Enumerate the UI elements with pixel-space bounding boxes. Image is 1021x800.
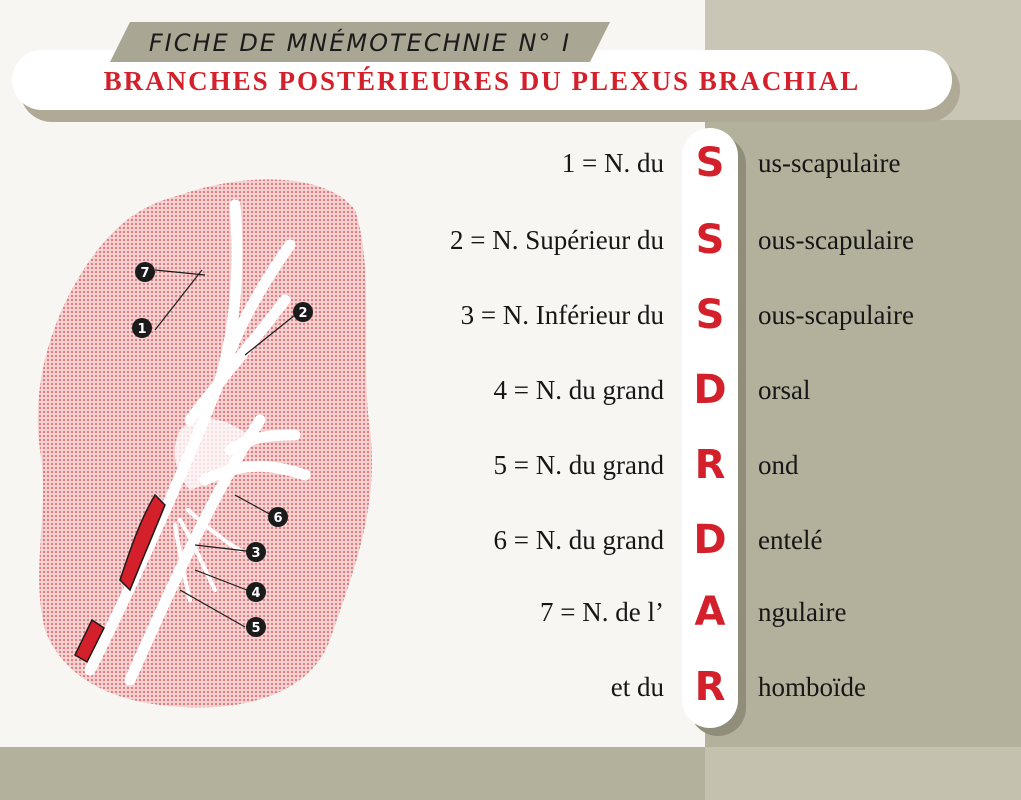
- mnemonic-letter: A: [694, 589, 726, 635]
- card-subtitle: FICHE DE MNÉMOTECHNIE N° I: [148, 29, 572, 57]
- callout-3-label: 3: [251, 546, 261, 561]
- nerve-label: 6 = N. du grand: [493, 525, 664, 555]
- nerve-name-rest: orsal: [758, 375, 811, 405]
- callout-1: [132, 318, 152, 338]
- nerve-name-rest: ngulaire: [758, 597, 847, 627]
- mnemonic-letter: S: [695, 292, 725, 338]
- callout-4-label: 4: [251, 586, 261, 601]
- callout-2-label: 2: [298, 306, 308, 321]
- mnemonic-letter: R: [694, 442, 726, 488]
- nerve-label: 5 = N. du grand: [493, 450, 664, 480]
- mnemonic-letter: S: [695, 140, 725, 186]
- callout-7: [135, 262, 155, 282]
- mnemonic-letter: D: [693, 367, 727, 413]
- callout-6-label: 6: [273, 511, 283, 526]
- nerve-label: 1 = N. du: [561, 148, 664, 178]
- nerve-label: 2 = N. Supérieur du: [450, 225, 664, 255]
- nerve-name-rest: ous-scapulaire: [758, 225, 914, 255]
- nerve-name-rest: ous-scapulaire: [758, 300, 914, 330]
- mnemonic-letter: S: [695, 217, 725, 263]
- callout-4: [246, 582, 266, 602]
- nerve-label: et du: [610, 672, 664, 702]
- callout-2: [293, 302, 313, 322]
- nerve-label: 7 = N. de l’: [540, 597, 664, 627]
- nerve-name-rest: ond: [758, 450, 799, 480]
- callout-7-label: 7: [140, 266, 150, 281]
- mnemonic-letter: R: [694, 664, 726, 710]
- nerve-name-rest: entelé: [758, 525, 823, 555]
- callout-6: [268, 507, 288, 527]
- mnemonic-letter: D: [693, 517, 727, 563]
- bottom-band-right: [705, 747, 1021, 800]
- card-title: BRANCHES POSTÉRIEURES DU PLEXUS BRACHIAL: [103, 66, 861, 96]
- nerve-label: 4 = N. du grand: [493, 375, 664, 405]
- callout-5: [246, 617, 266, 637]
- callout-1-label: 1: [137, 322, 147, 337]
- nerve-name-rest: us-scapulaire: [758, 148, 901, 178]
- plexus-illustration: [30, 150, 380, 720]
- callout-3: [246, 542, 266, 562]
- nerve-name-rest: homboïde: [758, 672, 866, 702]
- callout-5-label: 5: [251, 621, 261, 636]
- nerve-label: 3 = N. Inférieur du: [460, 300, 664, 330]
